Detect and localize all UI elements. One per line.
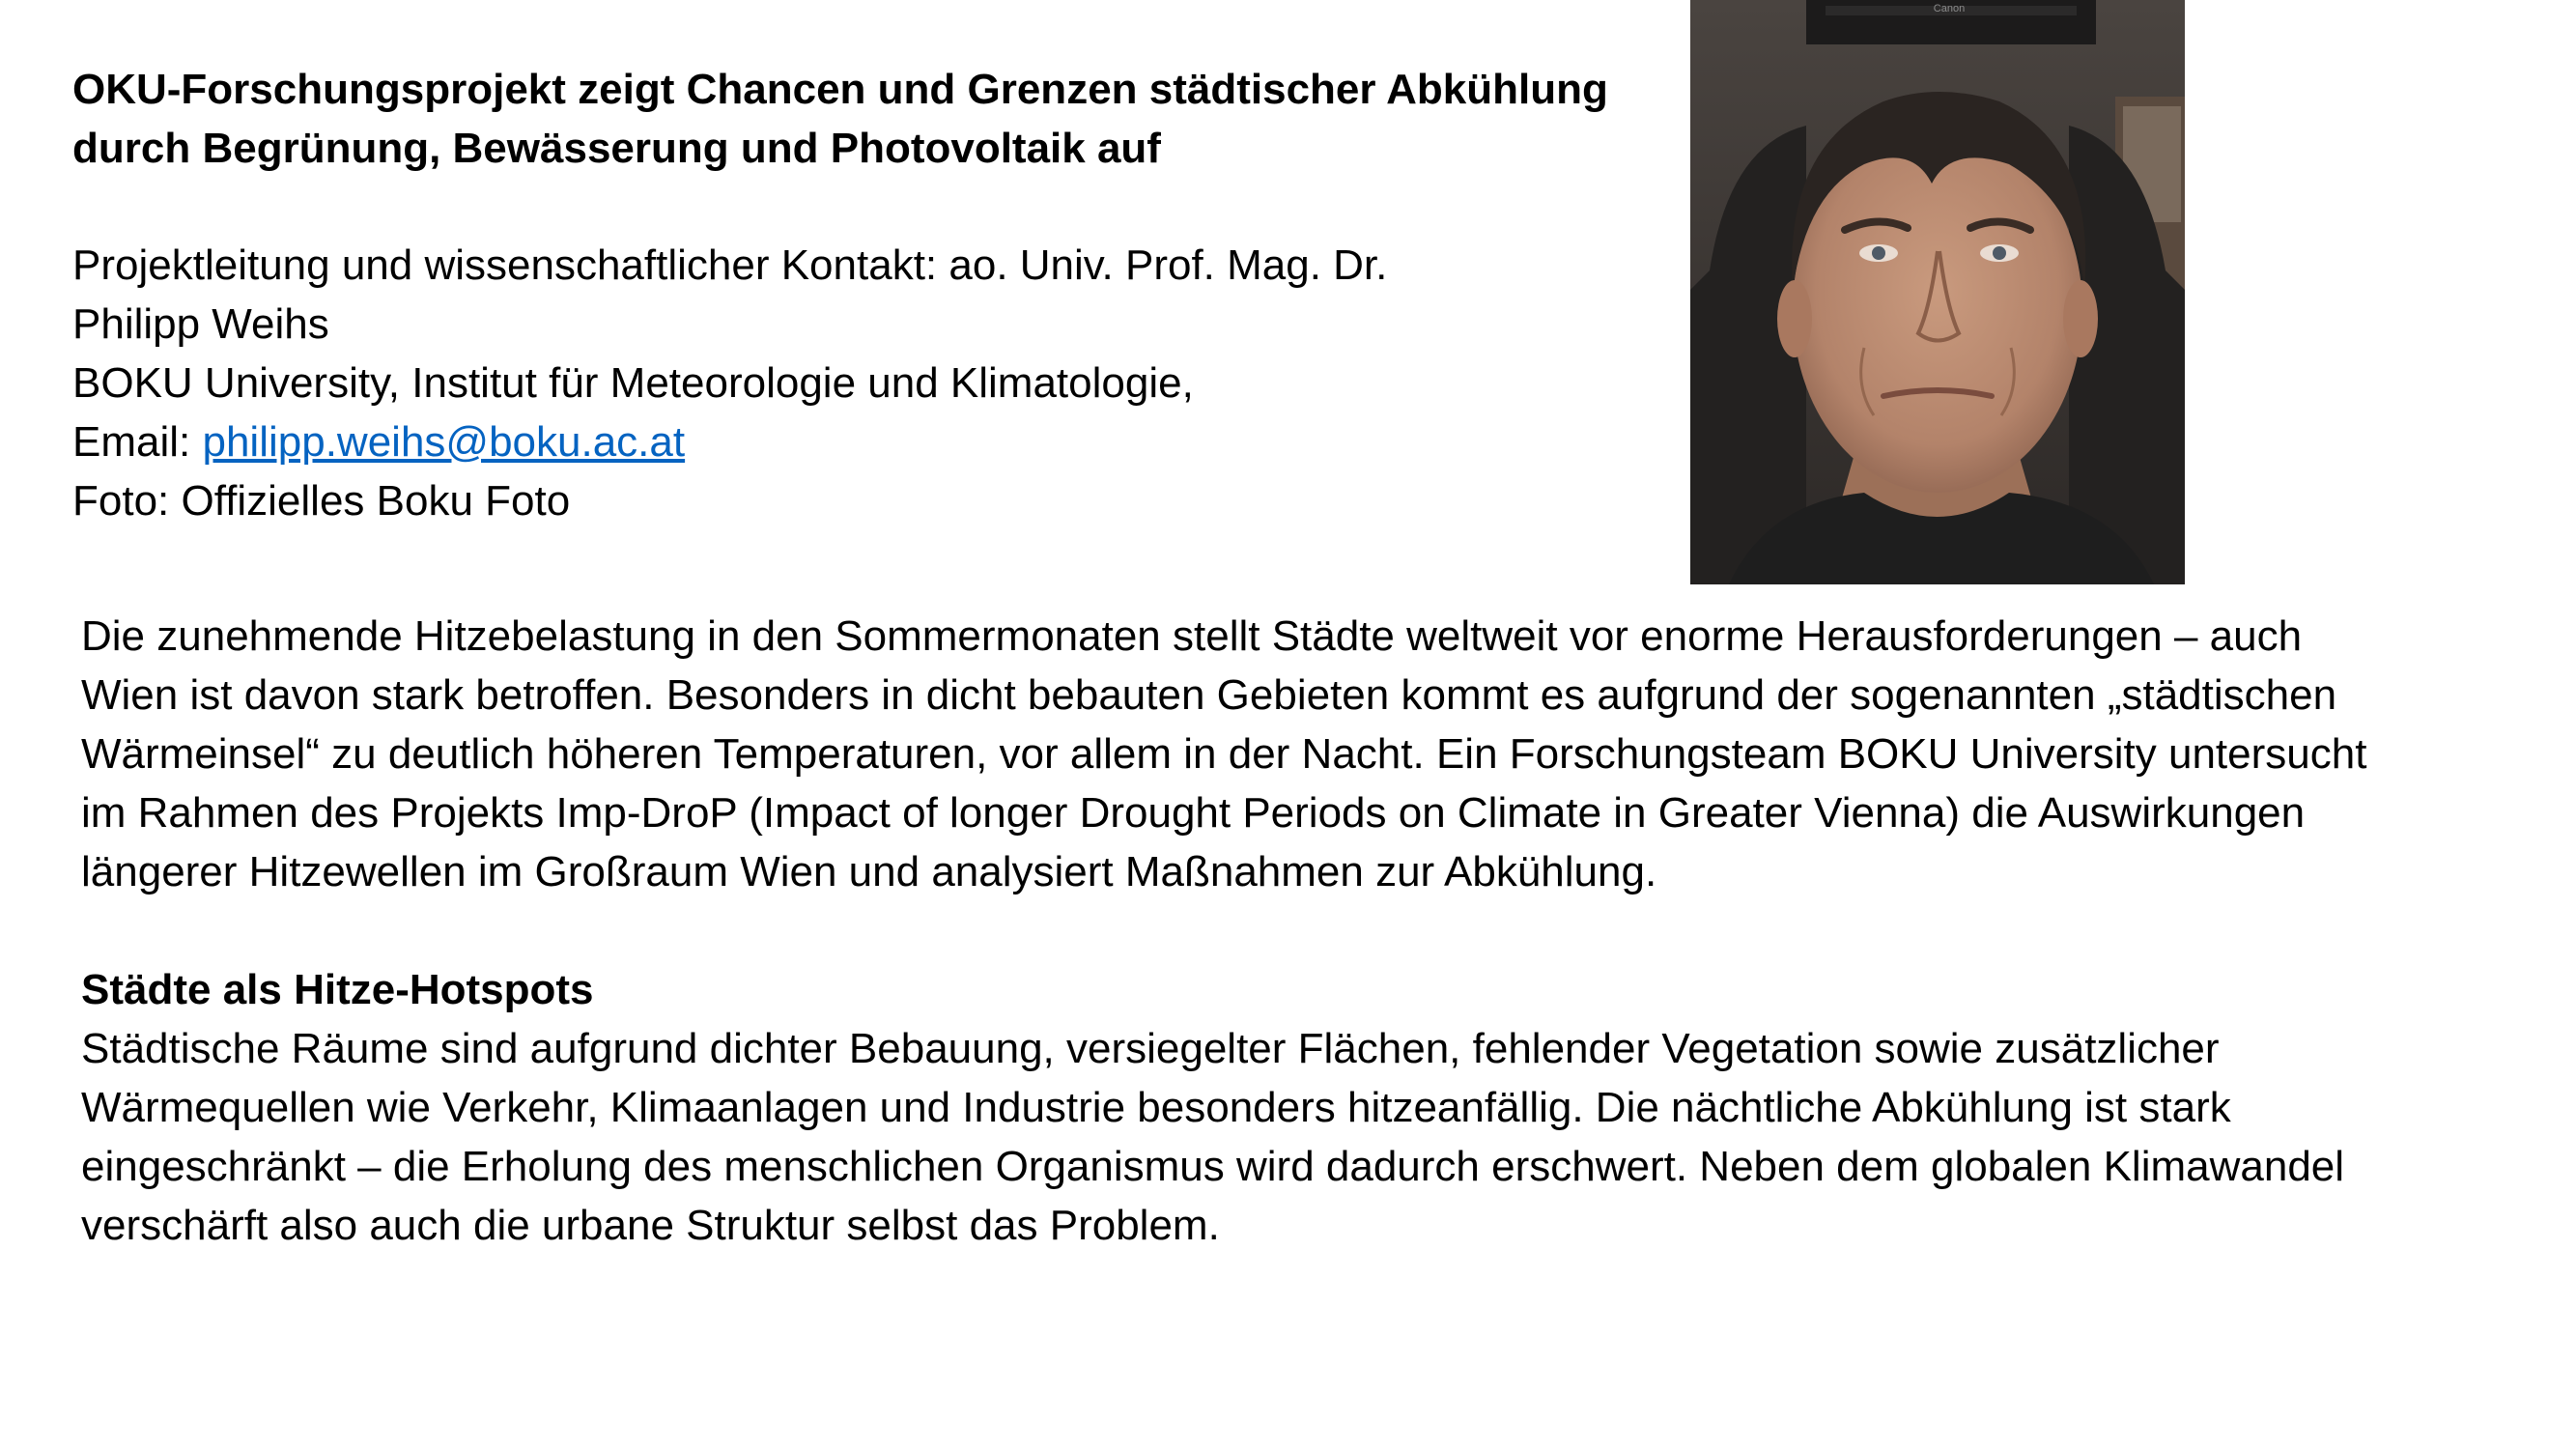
camera-brand-text: Canon <box>1933 3 1966 14</box>
article-body <box>81 607 2554 1255</box>
paragraph-gap <box>81 901 2554 960</box>
intro-line: Wien ist davon stark betroffen. Besonders in dicht bebauten Gebieten kommt es aufgrund der sogenannten „städtischen <box>81 671 2337 719</box>
photo-credit: Foto: Offizielles Boku Foto <box>72 477 571 525</box>
title-line-2: durch Begrünung, Bewässerung und Photovoltaik auf <box>72 125 1161 172</box>
contact-block <box>72 236 1637 530</box>
portrait-photo <box>1690 0 2185 584</box>
article-title <box>72 60 1618 178</box>
section-line: verschärft also auch die urbane Struktur selbst das Problem. <box>81 1202 1220 1249</box>
section-line: Wärmequellen wie Verkehr, Klimaanlagen und Industrie besonders hitzeanfällig. Die nächtliche Abkühlung ist stark <box>81 1084 2231 1131</box>
intro-line: im Rahmen des Projekts Imp-DroP (Impact of longer Drought Periods on Climate in Greater Vienna) die Auswirkungen <box>81 789 2306 837</box>
title-line-1: OKU-Forschungsprojekt zeigt Chancen und Grenzen städtischer Abkühlung <box>72 66 1608 113</box>
intro-line: Die zunehmende Hitzebelastung in den Sommermonaten stellt Städte weltweit vor enorme Herausforderungen – auch <box>81 612 2303 660</box>
section-line: Städtische Räume sind aufgrund dichter Bebauung, versiegelter Flächen, fehlender Vegetation sowie zusätzlicher <box>81 1025 2220 1072</box>
portrait-image <box>1690 0 2185 584</box>
email-label: Email: <box>72 418 203 466</box>
section-heading: Städte als Hitze-Hotspots <box>81 966 594 1013</box>
contact-name: Philipp Weihs <box>72 300 329 348</box>
contact-line-1: Projektleitung und wissenschaftlicher Kontakt: ao. Univ. Prof. Mag. Dr. <box>72 242 1388 289</box>
section-line: eingeschränkt – die Erholung des menschlichen Organismus wird dadurch erschwert. Neben dem globalen Klimawandel <box>81 1143 2345 1190</box>
contact-email-line <box>72 412 1637 471</box>
intro-line: längerer Hitzewellen im Großraum Wien und analysiert Maßnahmen zur Abkühlung. <box>81 848 1657 895</box>
intro-line: Wärmeinsel“ zu deutlich höheren Temperaturen, vor allem in der Nacht. Ein Forschungsteam BOKU University untersucht <box>81 730 2367 778</box>
contact-institute: BOKU University, Institut für Meteorologie und Klimatologie, <box>72 359 1194 407</box>
email-link[interactable]: philipp.weihs@boku.ac.at <box>202 418 686 466</box>
